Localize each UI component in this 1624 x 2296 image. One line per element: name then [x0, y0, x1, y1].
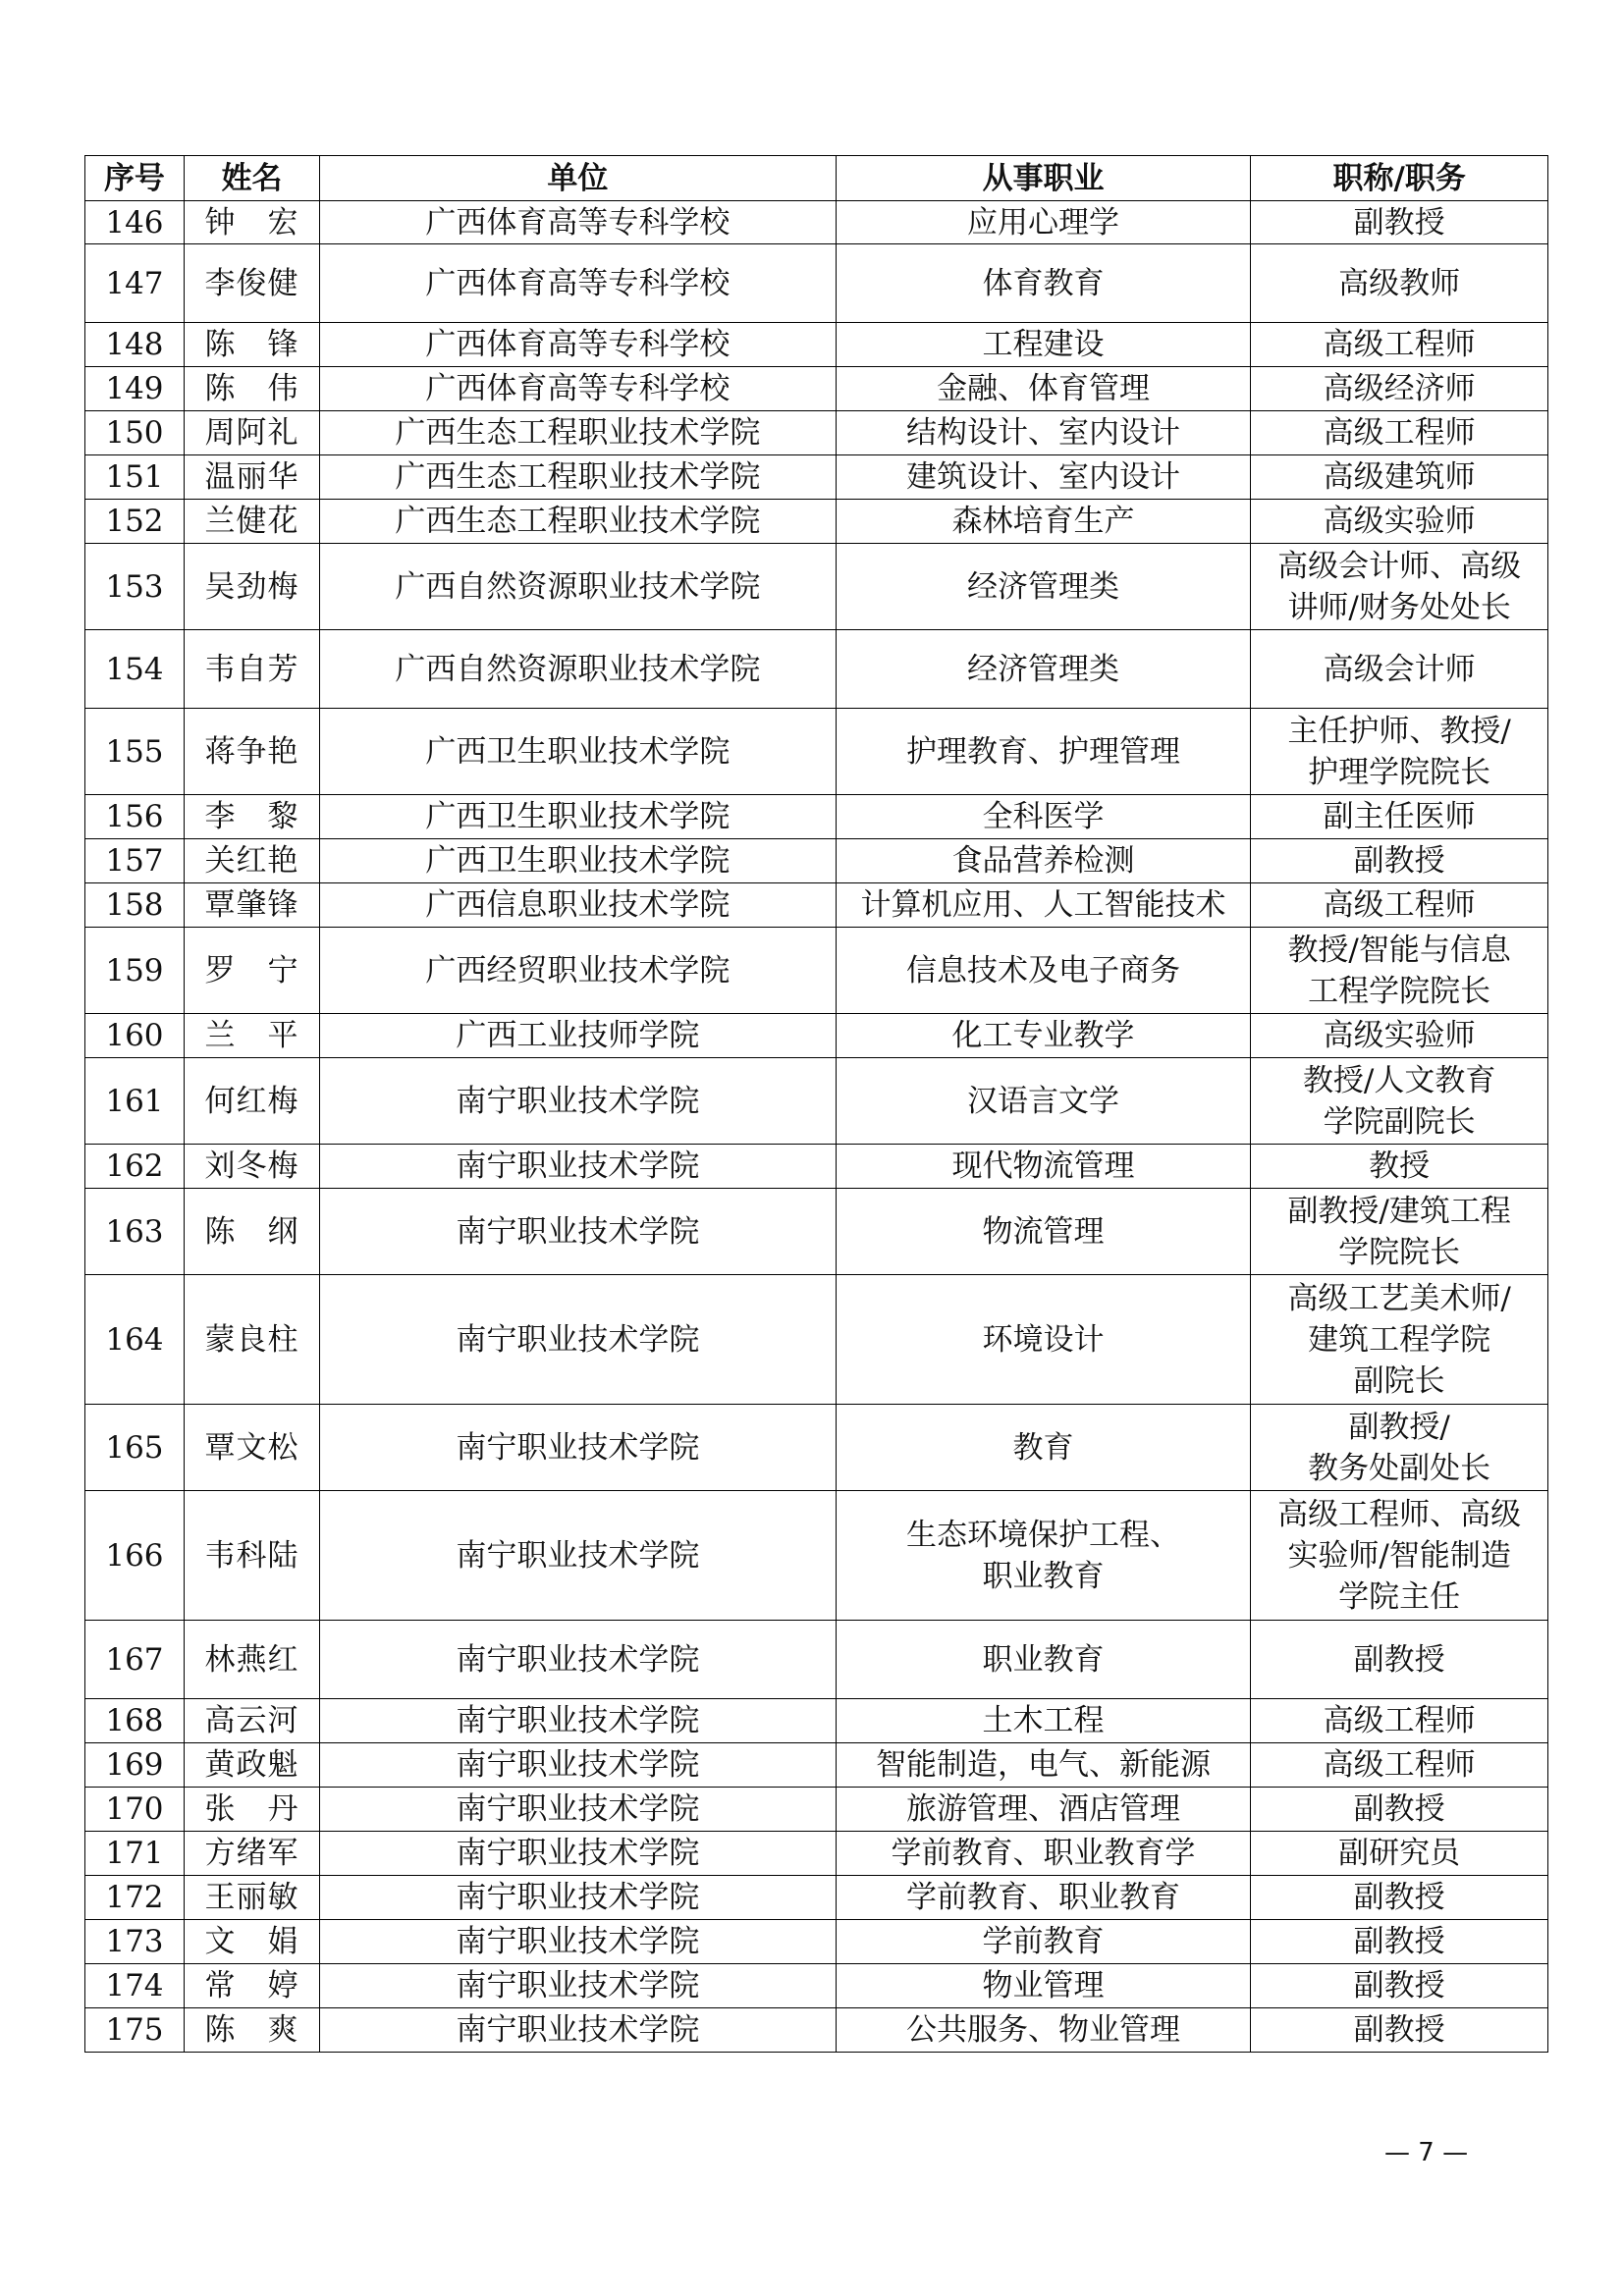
table-row — [85, 1699, 1548, 1743]
row-serial: 158 — [85, 883, 185, 928]
row-title: 高级实验师 — [1251, 1014, 1548, 1058]
row-occupation: 建筑设计、室内设计 — [836, 455, 1251, 500]
row-title: 副教授 — [1251, 1964, 1548, 2008]
row-occupation: 护理教育、护理管理 — [836, 709, 1251, 795]
row-serial: 157 — [85, 839, 185, 883]
table-row — [85, 1876, 1548, 1920]
row-title: 副教授 — [1251, 839, 1548, 883]
row-name: 文 娟 — [184, 1920, 319, 1964]
row-title: 高级工程师 — [1251, 883, 1548, 928]
table-row — [85, 839, 1548, 883]
row-unit: 广西信息职业技术学院 — [320, 883, 837, 928]
row-serial: 167 — [85, 1621, 185, 1699]
row-unit: 南宁职业技术学院 — [320, 1699, 837, 1743]
row-serial: 159 — [85, 928, 185, 1014]
row-name: 蒋争艳 — [184, 709, 319, 795]
row-serial: 175 — [85, 2008, 185, 2053]
row-title: 副教授 — [1251, 1920, 1548, 1964]
row-name: 周阿礼 — [184, 411, 319, 455]
row-occupation: 体育教育 — [836, 244, 1251, 323]
row-unit: 广西经贸职业技术学院 — [320, 928, 837, 1014]
row-name: 蒙良柱 — [184, 1275, 319, 1405]
row-name: 林燕红 — [184, 1621, 319, 1699]
table-body — [85, 201, 1548, 2053]
row-unit: 广西卫生职业技术学院 — [320, 839, 837, 883]
table-row — [85, 500, 1548, 544]
row-occupation: 经济管理类 — [836, 630, 1251, 709]
row-occupation: 公共服务、物业管理 — [836, 2008, 1251, 2053]
row-name: 何红梅 — [184, 1058, 319, 1145]
table-row — [85, 1743, 1548, 1788]
table-row — [85, 630, 1548, 709]
row-occupation: 工程建设 — [836, 323, 1251, 367]
row-serial: 163 — [85, 1189, 185, 1275]
row-serial: 174 — [85, 1964, 185, 2008]
row-occupation: 应用心理学 — [836, 201, 1251, 244]
roster-table — [84, 155, 1548, 2053]
row-occupation: 学前教育 — [836, 1920, 1251, 1964]
row-unit: 南宁职业技术学院 — [320, 1832, 837, 1876]
table-row — [85, 883, 1548, 928]
row-title: 高级会计师、高级 讲师/财务处处长 — [1251, 544, 1548, 630]
row-name: 张 丹 — [184, 1788, 319, 1832]
row-unit: 南宁职业技术学院 — [320, 1743, 837, 1788]
row-occupation: 智能制造，电气、新能源 — [836, 1743, 1251, 1788]
row-title: 高级工程师 — [1251, 411, 1548, 455]
row-unit: 广西体育高等专科学校 — [320, 323, 837, 367]
row-serial: 168 — [85, 1699, 185, 1743]
row-unit: 广西工业技师学院 — [320, 1014, 837, 1058]
row-occupation: 金融、体育管理 — [836, 367, 1251, 411]
table-row — [85, 244, 1548, 323]
row-title: 高级实验师 — [1251, 500, 1548, 544]
row-unit: 广西自然资源职业技术学院 — [320, 544, 837, 630]
row-unit: 广西体育高等专科学校 — [320, 201, 837, 244]
row-title: 高级教师 — [1251, 244, 1548, 323]
row-name: 钟 宏 — [184, 201, 319, 244]
row-occupation: 化工专业教学 — [836, 1014, 1251, 1058]
table-row — [85, 1832, 1548, 1876]
row-occupation: 汉语言文学 — [836, 1058, 1251, 1145]
row-occupation: 职业教育 — [836, 1621, 1251, 1699]
row-title: 副教授 — [1251, 2008, 1548, 2053]
table-row — [85, 544, 1548, 630]
row-occupation: 学前教育、职业教育 — [836, 1876, 1251, 1920]
row-name: 李俊健 — [184, 244, 319, 323]
row-unit: 广西卫生职业技术学院 — [320, 795, 837, 839]
table-row — [85, 455, 1548, 500]
row-occupation: 学前教育、职业教育学 — [836, 1832, 1251, 1876]
row-name: 黄政魁 — [184, 1743, 319, 1788]
table-header-row — [85, 156, 1548, 201]
row-serial: 161 — [85, 1058, 185, 1145]
table-row — [85, 1405, 1548, 1491]
row-name: 陈 纲 — [184, 1189, 319, 1275]
row-serial: 155 — [85, 709, 185, 795]
row-serial: 147 — [85, 244, 185, 323]
row-name: 罗 宁 — [184, 928, 319, 1014]
row-serial: 165 — [85, 1405, 185, 1491]
row-title: 高级经济师 — [1251, 367, 1548, 411]
row-name: 兰 平 — [184, 1014, 319, 1058]
row-occupation: 现代物流管理 — [836, 1145, 1251, 1189]
row-unit: 南宁职业技术学院 — [320, 1788, 837, 1832]
row-name: 李 黎 — [184, 795, 319, 839]
table-row — [85, 1621, 1548, 1699]
table-row — [85, 928, 1548, 1014]
row-occupation: 旅游管理、酒店管理 — [836, 1788, 1251, 1832]
row-title: 高级工艺美术师/ 建筑工程学院 副院长 — [1251, 1275, 1548, 1405]
row-serial: 171 — [85, 1832, 185, 1876]
table-row — [85, 1964, 1548, 2008]
table-row — [85, 1189, 1548, 1275]
row-name: 温丽华 — [184, 455, 319, 500]
row-name: 刘冬梅 — [184, 1145, 319, 1189]
row-occupation: 土木工程 — [836, 1699, 1251, 1743]
row-title: 高级工程师 — [1251, 1743, 1548, 1788]
row-name: 韦科陆 — [184, 1491, 319, 1621]
row-title: 主任护师、教授/ 护理学院院长 — [1251, 709, 1548, 795]
row-unit: 广西生态工程职业技术学院 — [320, 411, 837, 455]
row-title: 高级会计师 — [1251, 630, 1548, 709]
row-serial: 160 — [85, 1014, 185, 1058]
row-title: 副教授 — [1251, 201, 1548, 244]
row-occupation: 物业管理 — [836, 1964, 1251, 2008]
table-row — [85, 201, 1548, 244]
row-occupation: 全科医学 — [836, 795, 1251, 839]
row-name: 王丽敏 — [184, 1876, 319, 1920]
header-occupation: 从事职业 — [836, 156, 1251, 201]
row-occupation: 森林培育生产 — [836, 500, 1251, 544]
table-row — [85, 1920, 1548, 1964]
row-title: 副教授 — [1251, 1788, 1548, 1832]
row-unit: 南宁职业技术学院 — [320, 1621, 837, 1699]
row-name: 陈 爽 — [184, 2008, 319, 2053]
row-name: 常 婷 — [184, 1964, 319, 2008]
row-serial: 166 — [85, 1491, 185, 1621]
row-serial: 169 — [85, 1743, 185, 1788]
table-row — [85, 1058, 1548, 1145]
row-serial: 150 — [85, 411, 185, 455]
row-name: 方绪军 — [184, 1832, 319, 1876]
table-row — [85, 2008, 1548, 2053]
row-serial: 156 — [85, 795, 185, 839]
row-occupation: 环境设计 — [836, 1275, 1251, 1405]
row-name: 高云河 — [184, 1699, 319, 1743]
row-serial: 170 — [85, 1788, 185, 1832]
row-unit: 南宁职业技术学院 — [320, 1491, 837, 1621]
row-occupation: 生态环境保护工程、 职业教育 — [836, 1491, 1251, 1621]
row-serial: 149 — [85, 367, 185, 411]
row-title: 教授/人文教育 学院副院长 — [1251, 1058, 1548, 1145]
page-number: — 7 — — [1384, 2138, 1469, 2167]
table-row — [85, 1014, 1548, 1058]
row-unit: 南宁职业技术学院 — [320, 1920, 837, 1964]
table-row — [85, 709, 1548, 795]
header-unit: 单位 — [320, 156, 837, 201]
row-name: 覃文松 — [184, 1405, 319, 1491]
row-unit: 广西生态工程职业技术学院 — [320, 455, 837, 500]
row-title: 副教授/ 教务处副处长 — [1251, 1405, 1548, 1491]
row-unit: 广西体育高等专科学校 — [320, 244, 837, 323]
table-row — [85, 323, 1548, 367]
table-row — [85, 1788, 1548, 1832]
row-unit: 广西体育高等专科学校 — [320, 367, 837, 411]
row-title: 高级工程师、高级 实验师/智能制造 学院主任 — [1251, 1491, 1548, 1621]
row-unit: 南宁职业技术学院 — [320, 1145, 837, 1189]
row-unit: 南宁职业技术学院 — [320, 1964, 837, 2008]
table-row — [85, 367, 1548, 411]
row-serial: 153 — [85, 544, 185, 630]
row-title: 高级建筑师 — [1251, 455, 1548, 500]
row-title: 副教授 — [1251, 1876, 1548, 1920]
row-serial: 173 — [85, 1920, 185, 1964]
row-unit: 广西自然资源职业技术学院 — [320, 630, 837, 709]
header-serial: 序号 — [85, 156, 185, 201]
row-name: 陈 锋 — [184, 323, 319, 367]
row-serial: 172 — [85, 1876, 185, 1920]
row-title: 教授/智能与信息 工程学院院长 — [1251, 928, 1548, 1014]
row-unit: 南宁职业技术学院 — [320, 1275, 837, 1405]
table-row — [85, 1275, 1548, 1405]
row-serial: 146 — [85, 201, 185, 244]
row-name: 吴劲梅 — [184, 544, 319, 630]
row-occupation: 物流管理 — [836, 1189, 1251, 1275]
row-title: 教授 — [1251, 1145, 1548, 1189]
row-title: 副教授/建筑工程 学院院长 — [1251, 1189, 1548, 1275]
row-unit: 南宁职业技术学院 — [320, 2008, 837, 2053]
row-unit: 南宁职业技术学院 — [320, 1058, 837, 1145]
row-occupation: 食品营养检测 — [836, 839, 1251, 883]
row-occupation: 教育 — [836, 1405, 1251, 1491]
row-occupation: 信息技术及电子商务 — [836, 928, 1251, 1014]
row-unit: 广西卫生职业技术学院 — [320, 709, 837, 795]
row-title: 副主任医师 — [1251, 795, 1548, 839]
row-name: 兰健花 — [184, 500, 319, 544]
header-name: 姓名 — [184, 156, 319, 201]
row-name: 陈 伟 — [184, 367, 319, 411]
row-serial: 151 — [85, 455, 185, 500]
row-title: 副研究员 — [1251, 1832, 1548, 1876]
row-name: 覃肇锋 — [184, 883, 319, 928]
row-name: 关红艳 — [184, 839, 319, 883]
row-title: 高级工程师 — [1251, 1699, 1548, 1743]
header-title: 职称/职务 — [1251, 156, 1548, 201]
row-serial: 164 — [85, 1275, 185, 1405]
row-title: 高级工程师 — [1251, 323, 1548, 367]
row-title: 副教授 — [1251, 1621, 1548, 1699]
table-row — [85, 411, 1548, 455]
table-row — [85, 1491, 1548, 1621]
row-occupation: 经济管理类 — [836, 544, 1251, 630]
table-row — [85, 1145, 1548, 1189]
row-serial: 152 — [85, 500, 185, 544]
row-serial: 154 — [85, 630, 185, 709]
row-serial: 162 — [85, 1145, 185, 1189]
row-serial: 148 — [85, 323, 185, 367]
row-unit: 南宁职业技术学院 — [320, 1876, 837, 1920]
row-name: 韦自芳 — [184, 630, 319, 709]
table-row — [85, 795, 1548, 839]
row-occupation: 结构设计、室内设计 — [836, 411, 1251, 455]
row-unit: 南宁职业技术学院 — [320, 1405, 837, 1491]
row-unit: 广西生态工程职业技术学院 — [320, 500, 837, 544]
row-unit: 南宁职业技术学院 — [320, 1189, 837, 1275]
row-occupation: 计算机应用、人工智能技术 — [836, 883, 1251, 928]
